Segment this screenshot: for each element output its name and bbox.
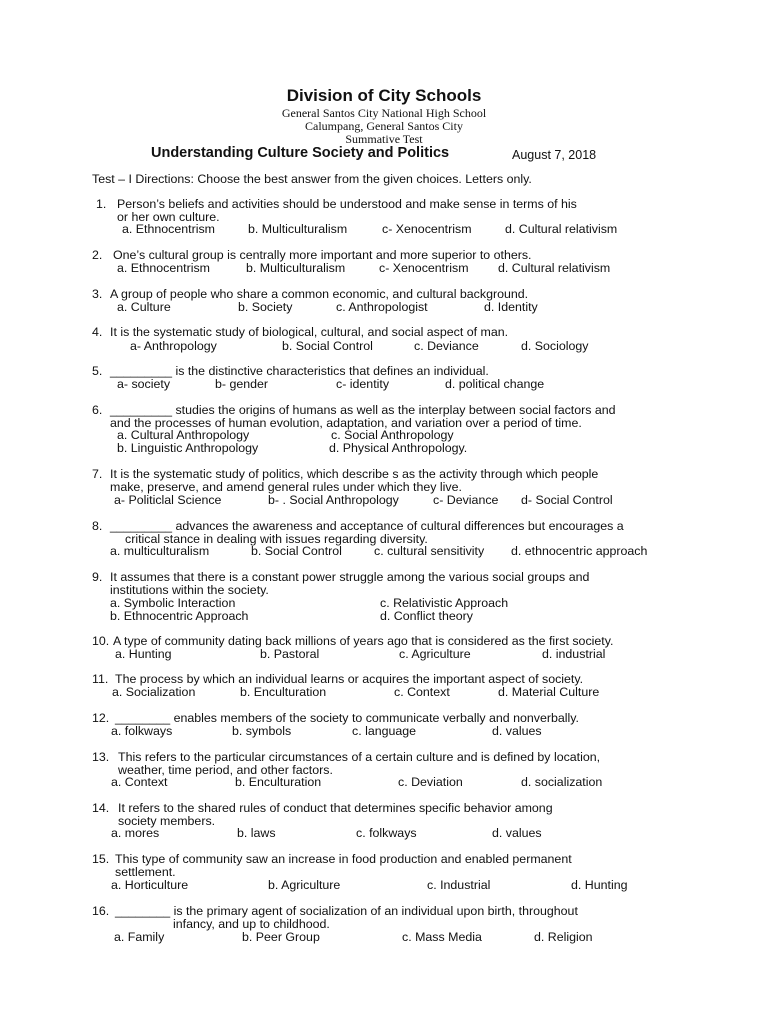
question-16-option: a. Family [114,930,165,944]
question-6-option: b. Linguistic Anthropology [117,441,259,455]
question-6-text: _________ studies the origins of humans as well as the interplay between social factors and [110,403,616,417]
question-2-option: c- Xenocentrism [379,261,469,275]
question-15-text: This type of community saw an increase in food production and enabled permanent [115,852,572,866]
question-9-option: b. Ethnocentric Approach [110,609,249,623]
question-11-option: b. Enculturation [240,685,327,699]
question-10-text: A type of community dating back millions of years ago that is considered as the first society. [113,634,614,648]
question-13-option: a. Context [111,775,168,789]
question-number-3: 3. [92,287,103,301]
question-3-text: A group of people who share a common economic, and cultural background. [110,287,529,301]
question-1-option: b. Multiculturalism [248,222,348,236]
question-1-option: a. Ethnocentrism [122,222,215,236]
question-13-option: b. Enculturation [235,775,322,789]
question-14-option: a. mores [111,826,160,840]
question-2-option: d. Cultural relativism [498,261,611,275]
question-3-option: d. Identity [484,300,538,314]
directions: Test – I Directions: Choose the best answer from the given choices. Letters only. [92,172,532,186]
question-13-option: c. Deviation [398,775,463,789]
question-8-option: d. ethnocentric approach [511,544,648,558]
question-7-option: a- Politiclal Science [114,493,222,507]
question-6-text: and the processes of human evolution, adaptation, and variation over a period of time. [110,416,582,430]
question-15-option: c. Industrial [427,878,491,892]
question-9-option: a. Symbolic Interaction [110,596,236,610]
question-14-text: It refers to the shared rules of conduct that determines specific behavior among [118,801,553,815]
question-6-option: d. Physical Anthropology. [329,441,468,455]
test-type: Summative Test [345,132,423,146]
question-9-text: It assumes that there is a constant power struggle among the various social groups and [110,570,590,584]
question-6-option: a. Cultural Anthropology [117,428,250,442]
question-6-option: c. Social Anthropology [331,428,454,442]
question-2-text: One’s cultural group is centrally more important and more superior to others. [113,248,532,262]
question-8-text: _________ advances the awareness and acceptance of cultural differences but encourages a [110,519,624,533]
question-12-option: d. values [492,724,542,738]
question-15-text: settlement. [115,865,176,879]
question-8-text: critical stance in dealing with issues regarding diversity. [125,532,428,546]
question-number-14: 14. [92,801,110,815]
question-number-4: 4. [92,325,103,339]
question-number-7: 7. [92,467,103,481]
question-number-12: 12. [92,711,110,725]
question-7-option: c- Deviance [433,493,499,507]
question-7-option: b- . Social Anthropology [268,493,399,507]
question-14-option: b. laws [237,826,276,840]
question-number-9: 9. [92,570,103,584]
question-15-option: b. Agriculture [268,878,341,892]
question-3-option: b. Society [238,300,293,314]
question-16-option: b. Peer Group [242,930,320,944]
question-15-option: d. Hunting [571,878,628,892]
question-16-text: ________ is the primary agent of socialization of an individual upon birth, throughout [115,904,578,918]
question-11-option: c. Context [394,685,450,699]
question-4-text: It is the systematic study of biological, cultural, and social aspect of man. [110,325,509,339]
question-7-text: make, preserve, and amend general rules under which they live. [110,480,462,494]
question-5-option: b- gender [215,377,269,391]
question-8-option: b. Social Control [251,544,342,558]
question-1-option: c- Xenocentrism [382,222,472,236]
question-2-option: a. Ethnocentrism [117,261,210,275]
question-10-option: b. Pastoral [260,647,320,661]
page-title: Division of City Schools [286,86,482,105]
question-16-option: d. Religion [534,930,593,944]
question-5-option: a- society [117,377,171,391]
question-9-text: institutions within the society. [110,583,269,597]
question-number-6: 6. [92,403,103,417]
question-5-option: c- identity [336,377,390,391]
question-9-option: d. Conflict theory [380,609,473,623]
question-number-11: 11. [92,672,109,686]
question-number-8: 8. [92,519,103,533]
question-1-text: or her own culture. [117,210,220,224]
question-1-option: d. Cultural relativism [505,222,618,236]
question-12-option: a. folkways [111,724,173,738]
question-3-option: c. Anthropologist [336,300,428,314]
question-number-1: 1. [96,197,107,211]
question-number-2: 2. [92,248,103,262]
question-7-option: d- Social Control [521,493,613,507]
question-16-text: infancy, and up to childhood. [173,917,330,931]
question-8-option: c. cultural sensitivity [374,544,485,558]
question-7-text: It is the systematic study of politics, which describe s as the activity through which people [110,467,599,481]
question-16-option: c. Mass Media [402,930,482,944]
question-14-text: society members. [118,814,216,828]
question-number-13: 13. [92,750,110,764]
question-4-option: b. Social Control [282,339,373,353]
question-14-option: d. values [492,826,542,840]
subject-title: Understanding Culture Society and Politics [151,145,450,161]
question-number-15: 15. [92,852,110,866]
question-12-option: b. symbols [232,724,292,738]
question-number-10: 10. [92,634,110,648]
question-4-option: d. Sociology [521,339,589,353]
question-13-text: This refers to the particular circumstances of a certain culture and is defined by location, [118,750,601,764]
question-1-text: Person’s beliefs and activities should be understood and make sense in terms of his [117,197,577,211]
question-number-16: 16. [92,904,110,918]
question-11-option: d. Material Culture [498,685,600,699]
question-3-option: a. Culture [117,300,171,314]
question-2-option: b. Multiculturalism [246,261,346,275]
question-5-option: d. political change [445,377,545,391]
question-10-option: d. industrial [542,647,606,661]
question-number-5: 5. [92,364,103,378]
school-name: General Santos City National High School [281,106,487,120]
question-11-option: a. Socialization [112,685,196,699]
test-date: August 7, 2018 [512,148,597,162]
question-13-option: d. socialization [521,775,603,789]
question-12-text: ________ enables members of the society to communicate verbally and nonverbally. [115,711,579,725]
question-13-text: weather, time period, and other factors. [118,763,333,777]
question-9-option: c. Relativistic Approach [380,596,509,610]
question-8-option: a. multiculturalism [110,544,210,558]
question-11-text: The process by which an individual learns or acquires the important aspect of society. [115,672,584,686]
question-14-option: c. folkways [356,826,417,840]
question-10-option: c. Agriculture [399,647,471,661]
question-4-option: a- Anthropology [130,339,217,353]
question-4-option: c. Deviance [414,339,479,353]
question-15-option: a. Horticulture [111,878,189,892]
question-10-option: a. Hunting [115,647,172,661]
question-12-option: c. language [352,724,417,738]
school-address: Calumpang, General Santos City [305,119,463,133]
question-5-text: _________ is the distinctive characteristics that defines an individual. [110,364,489,378]
